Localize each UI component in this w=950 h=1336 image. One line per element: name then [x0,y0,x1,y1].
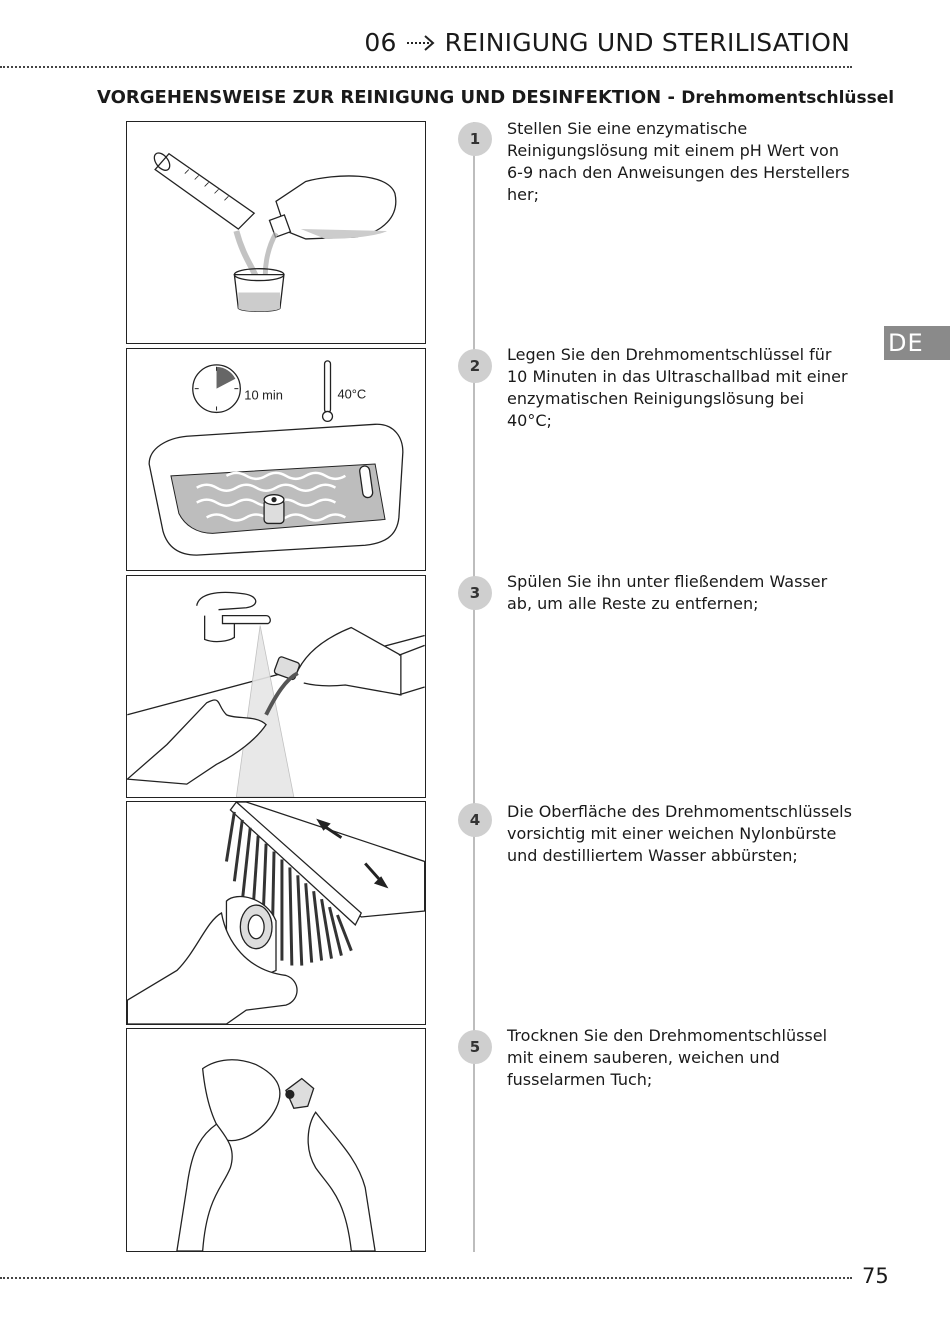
chapter-number: 06 [364,28,397,57]
step-text-2: Legen Sie den Drehmomentschlüssel für 10 Minuten in das Ultraschallbad mit einer enzymatischen Reinigungslösung bei 40°C; [507,345,848,430]
step-text-4: Die Oberfläche des Drehmomentschlüssels vorsichtig mit einer weichen Nylonbürste und destilliertem Wasser abbürsten; [507,802,852,865]
illustration-ultrasonic-bath [126,348,426,571]
steps-timeline [473,122,475,1252]
brush-illustration [127,802,425,1024]
rinse-illustration [127,576,425,797]
step-text-1: Stellen Sie eine enzymatische Reinigungslösung mit einem pH Wert von 6-9 nach den Anweisungen des Herstellers her; [507,119,850,204]
page-number: 75 [862,1264,889,1288]
step-number-5: 5 [458,1030,492,1064]
step-text-5: Trocknen Sie den Drehmomentschlüssel mit einem sauberen, weichen und fusselarmen Tuch; [507,1026,828,1089]
language-tab: DE [884,326,950,360]
chapter-heading [364,28,850,57]
timer-label: 10 min [244,387,283,403]
ultrasonic-bath-illustration [127,349,425,570]
footer-divider [0,1277,852,1279]
pouring-illustration [127,122,425,343]
illustration-pour-solution [126,121,426,344]
step-number-2: 2 [458,349,492,383]
step-number-3: 3 [458,576,492,610]
step-number-1: 1 [458,122,492,156]
section-subtitle: Drehmomentschlüssel [681,88,895,108]
chapter-title: REINIGUNG UND STERILISATION [444,28,850,57]
temperature-label: 40°C [337,386,367,402]
illustration-dry [126,1028,426,1252]
dry-illustration [127,1029,425,1251]
dotted-arrow-icon [405,33,437,53]
header-divider [0,66,852,68]
step-number-4: 4 [458,803,492,837]
section-title: VORGEHENSWEISE ZUR REINIGUNG UND DESINFEKTION - Drehmomentschlüssel [97,87,895,108]
illustration-rinse [126,575,426,798]
illustration-brush [126,801,426,1025]
step-text-3: Spülen Sie ihn unter fließendem Wasser ab, um alle Reste zu entfernen; [507,572,828,613]
